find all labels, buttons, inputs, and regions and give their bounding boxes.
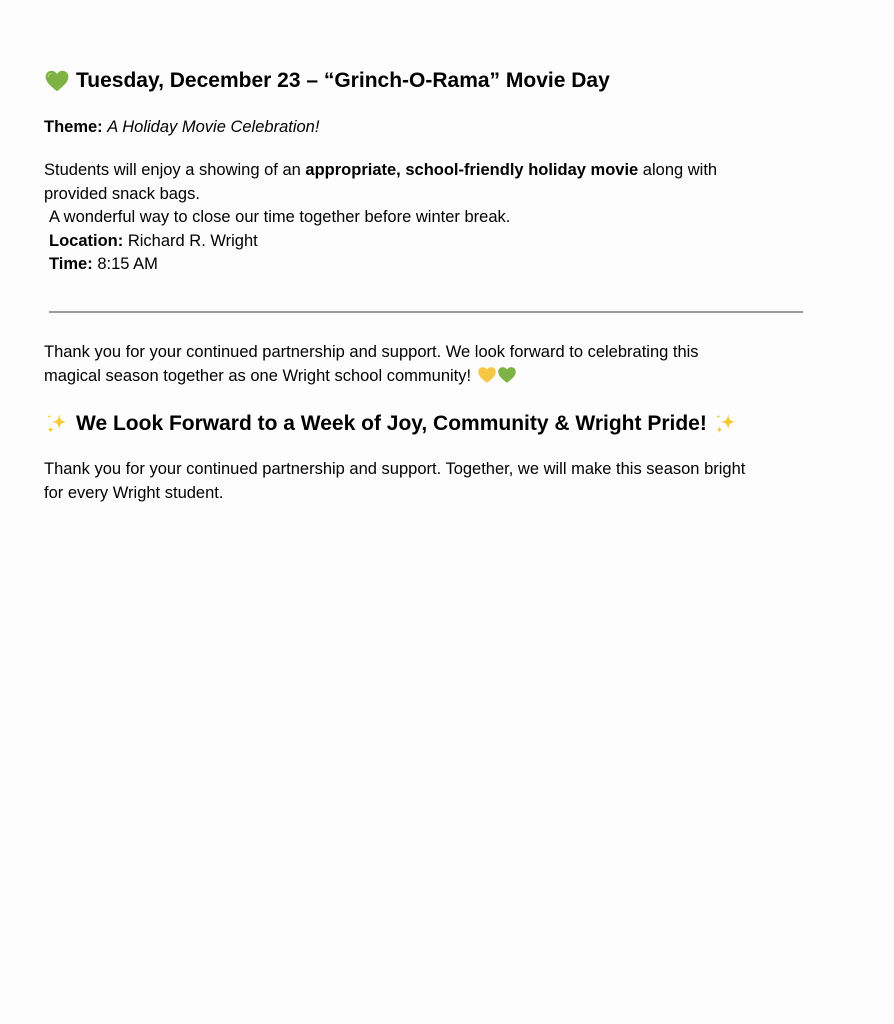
time-label: Time:: [49, 255, 93, 273]
location-line: [44, 230, 824, 254]
theme-value: A Holiday Movie Celebration!: [107, 118, 320, 136]
closing-line: A wonderful way to close our time together before winter break.: [49, 208, 511, 226]
horizontal-divider: [49, 311, 803, 313]
thanks-paragraph: [44, 341, 824, 388]
sparkles-icon: [713, 411, 739, 437]
event-heading: [44, 68, 610, 94]
thanks-line-2: [44, 365, 824, 389]
thanks-line-1: Thank you for your continued partnership and support. We look forward to celebrating this: [44, 343, 699, 361]
location-value: Richard R. Wright: [127, 231, 258, 250]
closing-line-2: for every Wright student.: [44, 483, 224, 502]
event-description: [44, 159, 824, 277]
description-start: Students will enjoy a showing of an: [44, 161, 306, 179]
theme-line: [44, 116, 824, 140]
time-line: [44, 253, 824, 277]
location-label: Location:: [49, 231, 124, 250]
closing-paragraph: [44, 458, 824, 505]
closing-heading: [44, 411, 739, 437]
thanks-line-2-text: magical season together as one Wright school community!: [44, 366, 472, 385]
closing-line-1: Thank you for your continued partnership and support. Together, we will make this season bright: [44, 460, 746, 478]
description-line-1: [44, 159, 824, 183]
green-heart-icon: [44, 68, 70, 94]
description-end: along with: [638, 161, 718, 179]
yellow-heart-icon: [477, 365, 497, 385]
theme-label: Theme:: [44, 118, 103, 136]
time-value: 8:15 AM: [97, 255, 158, 273]
description-bold: appropriate, school-friendly holiday movie: [305, 161, 639, 179]
green-heart-icon: [497, 365, 517, 385]
sparkles-icon: [44, 411, 70, 437]
closing-heading-text: We Look Forward to a Week of Joy, Community & Wright Pride!: [76, 412, 707, 435]
description-line-2: provided snack bags.: [44, 184, 200, 203]
event-heading-text: Tuesday, December 23 – “Grinch-O-Rama” Movie Day: [76, 69, 610, 92]
